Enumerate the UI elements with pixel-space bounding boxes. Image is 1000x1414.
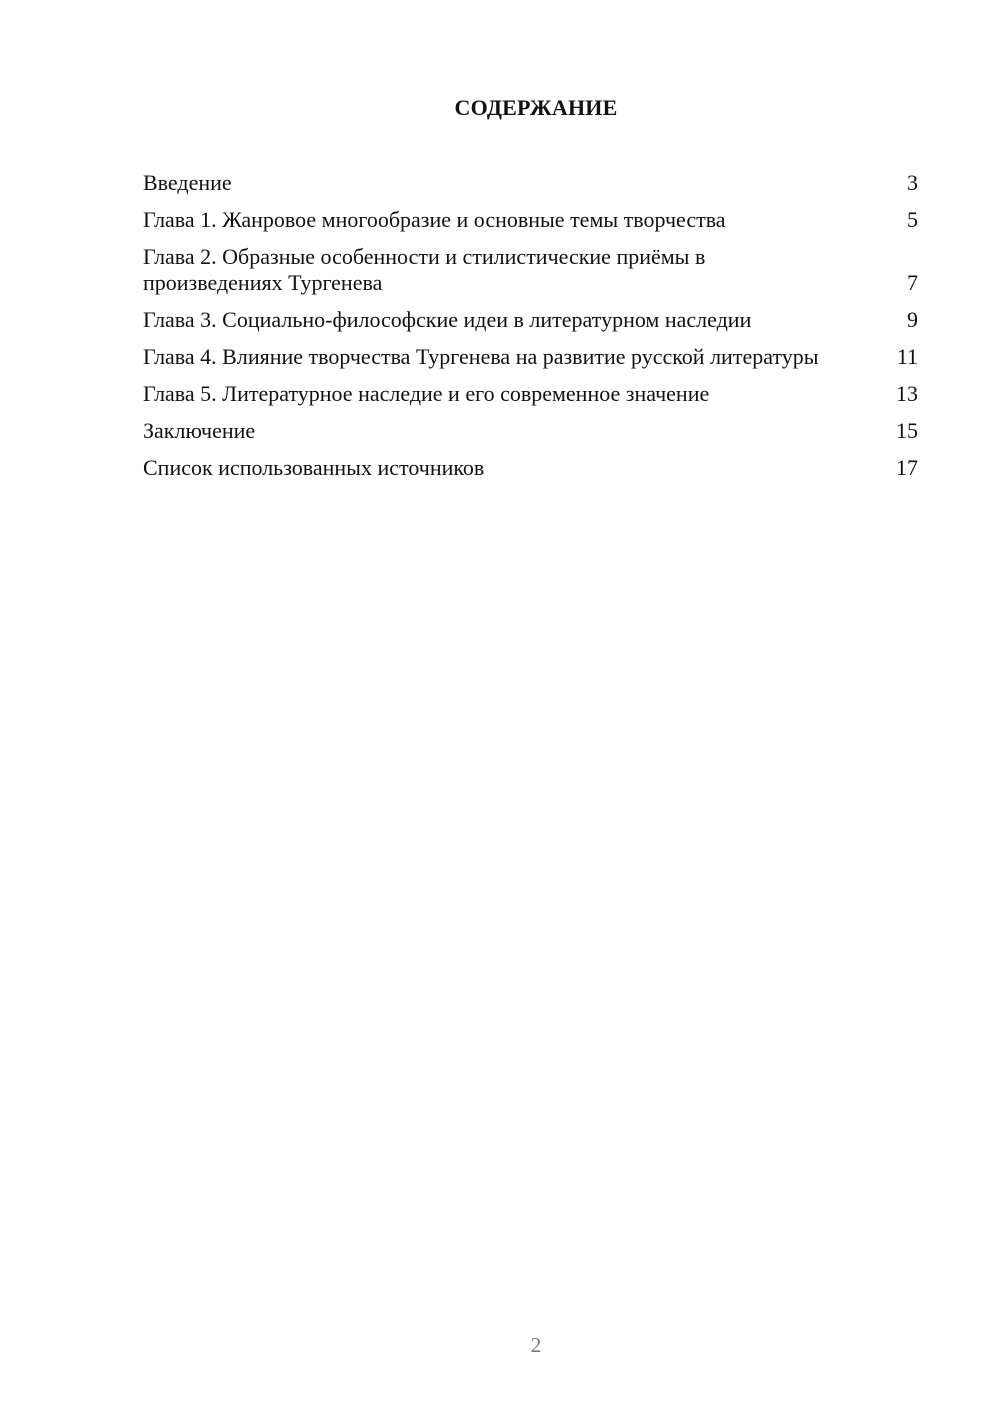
- toc-entry-title: Глава 4. Влияние творчества Тургенева на развитие русской литературы: [143, 344, 819, 369]
- toc-entry-page: 15: [896, 418, 918, 443]
- toc-entry-chapter-1: [143, 207, 918, 233]
- toc-entry-page: 5: [907, 207, 918, 232]
- toc-entry-chapter-4: [143, 344, 918, 370]
- toc-entry-page: 7: [907, 270, 918, 295]
- toc-entry-page: 9: [907, 307, 918, 332]
- toc-entry-chapter-3: [143, 307, 918, 333]
- toc-entry-page: 3: [907, 170, 918, 195]
- toc-entry-page: 17: [896, 455, 918, 480]
- table-of-contents: [143, 170, 918, 492]
- toc-entry-page: 11: [896, 344, 918, 369]
- page-number: 2: [530, 1333, 542, 1357]
- toc-entry-title: Глава 5. Литературное наследие и его современное значение: [143, 381, 710, 406]
- toc-entry-introduction: [143, 170, 918, 196]
- toc-entry-conclusion: [143, 418, 918, 444]
- toc-entry-title: Глава 1. Жанровое многообразие и основные темы творчества: [143, 207, 726, 232]
- toc-entry-references: [143, 455, 918, 481]
- toc-entry-title: Заключение: [143, 418, 256, 443]
- toc-entry-title: Введение: [143, 170, 232, 195]
- toc-entry-page: 13: [896, 381, 918, 406]
- toc-entry-title: Глава 2. Образные особенности и стилистические приёмы в произведениях Тургенева: [143, 244, 706, 295]
- toc-entry-title: Глава 3. Социально-философские идеи в литературном наследии: [143, 307, 752, 332]
- toc-entry-title: Список использованных источников: [143, 455, 485, 480]
- toc-heading: СОДЕРЖАНИЕ: [454, 95, 618, 120]
- toc-entry-chapter-2: [143, 244, 918, 296]
- toc-entry-chapter-5: [143, 381, 918, 407]
